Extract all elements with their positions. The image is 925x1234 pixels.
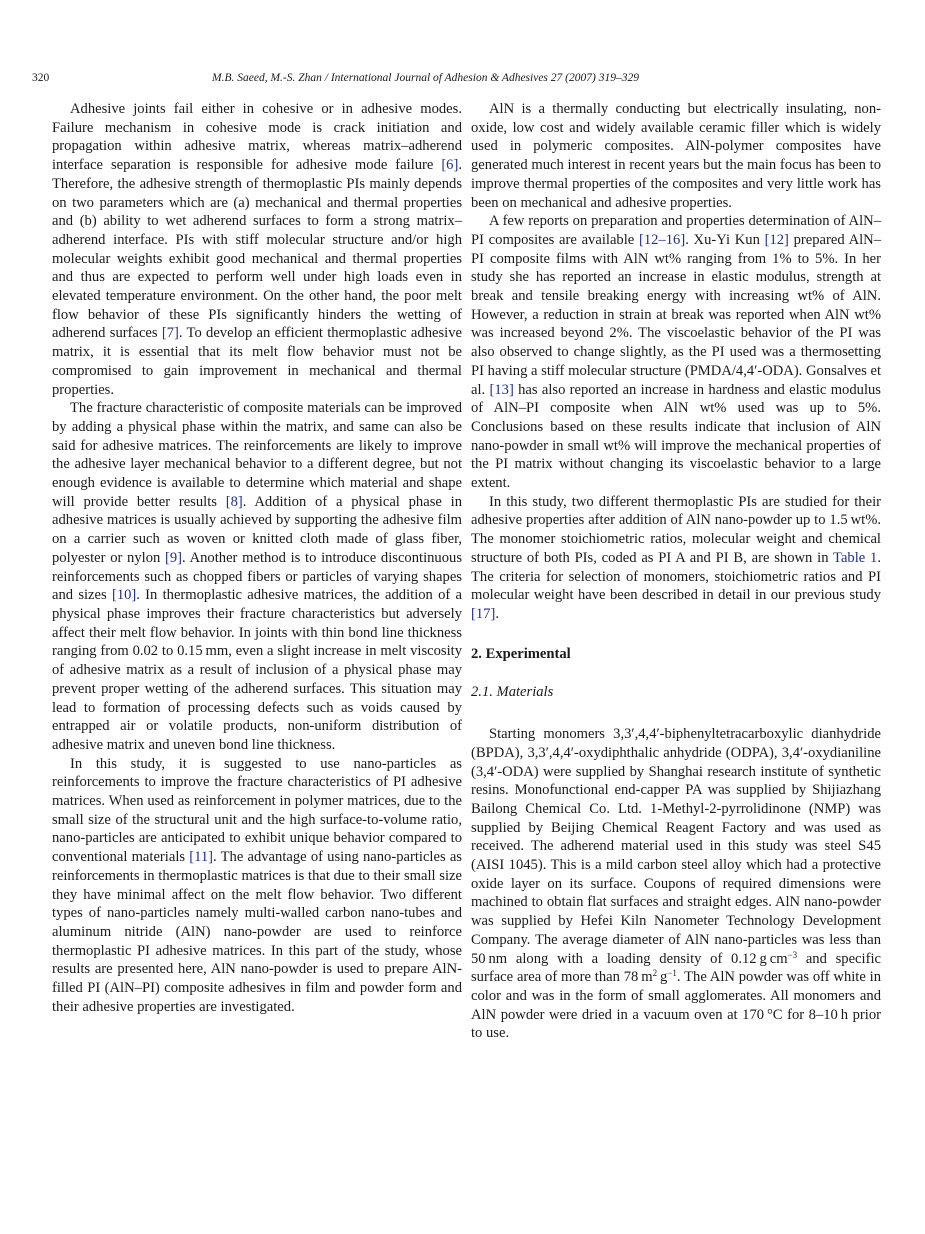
right-column — [471, 100, 881, 1043]
text-run: . The AlN powder was off white in color and was in the form of small agglomerates. All monomers and AlN powder were dried in a vacuum oven at 170 °C for 8–10 h prior to use. — [471, 969, 881, 1042]
page-number: 320 — [32, 72, 50, 84]
paragraph-nano-particles — [52, 755, 462, 1017]
text-run: has also reported an increase in hardness and elastic modulus of AlN–PI composite when AlN wt% used was up to 5%. Conclusions based on these results indicate that inclusion of AlN nano-powder in small wt% will improve the mechanical properties of the PI matrix without changing its viscoelastic behavior to a large extent. — [471, 381, 881, 492]
text-run: A few reports on preparation and properties determination of AlN–PI composites are available — [471, 213, 881, 248]
paragraph-materials — [471, 725, 881, 1043]
text-run: . The advantage of using nano-particles as reinforcements in thermoplastic matrices is that due to their small size they have minimal affect on the melt flow behavior. Two different types of nano-particles namely multi-walled carbon nano-tubes and aluminum nitride (AlN) nano-powder are used to reinforce thermoplastic PI adhesive matrices. In this part of the study, whose results are presented here, AlN nano-powder is used to prepare AlN-filled PI (AlN–PI) composite adhesives in film and powder form and their adhesive properties are investigated. — [52, 849, 462, 1015]
superscript: −1 — [667, 968, 677, 979]
paragraph-prior-reports — [471, 212, 881, 493]
paragraph-this-study — [471, 493, 881, 624]
text-run: Starting monomers 3,3′,4,4′-biphenyltetracarboxylic dianhydride (BPDA), 3,3′,4,4′-oxydiphthalic anhydride (ODPA), 3,4′-oxydianiline (3,4′-ODA) were supplied by Shanghai research institute of synthetic resins. Monofunctional end-capper PA was supplied by Shijiazhang Bailong Chemical Co. Ltd. 1-Methyl-2-pyrrolidinone (NMP) was supplied by Beijing Chemical Reagent Factory and was used as received. The adherend material used in this study was steel S45 (AISI 1045). This is a mild carbon steel alloy which had a protective oxide layer on its surface. Coupons of required dimensions were machined to obtain flat surfaces and straight edges. AlN nano-powder was supplied by Hefei Kiln Nanometer Technology Development Company. The average diameter of AlN nano-particles was less than 50 nm along with a loading density of 0.12 g cm — [471, 726, 881, 967]
text-run: . — [495, 605, 499, 622]
text-run: . The criteria for selection of monomers, stoichiometric ratios and PI molecular weight have been described in detail in our previous study — [471, 549, 882, 604]
text-run: g — [657, 969, 668, 986]
reference-link-17[interactable]: [17] — [471, 605, 496, 622]
text-run: . Therefore, the adhesive strength of thermoplastic PIs mainly depends on two parameters which are (a) mechanical and thermal properties and (b) ability to wet adherend surfaces to form a strong matrix–adherend interface. PIs with stiff molecular structure and/or high molecular weights exhibit good mechanical and thermal properties and thus are expected to perform well under high loads even in elevated temperature environment. On the other hand, the poor melt flow behavior of these PIs significantly hinders the wetting of adherend surfaces — [52, 157, 462, 342]
subsection-heading-materials: 2.1. Materials — [471, 684, 554, 701]
text-run: AlN is a thermally conducting but electrically insulating, non-oxide, low cost and widely available ceramic filler which is widely used in polymeric composites. AlN-polymer composites have generated much interest in recent years but the main focus has been to improve thermal properties of the composites and very little work has been on mechanical and adhesive properties. — [471, 101, 881, 211]
paragraph-failure-modes — [52, 100, 462, 399]
text-run: The fracture characteristic of composite materials can be improved by adding a physical phase within the matrix, and same can also be said for adhesive matrices. The reinforcements are likely to improve the adhesive layer mechanical behavior to a different degree, but not enough evidence is available to determine which material and shape will provide better results — [52, 400, 462, 510]
reference-link-10[interactable]: [10] — [111, 587, 137, 604]
reference-link-7[interactable]: [7] — [161, 325, 179, 342]
superscript: −3 — [787, 949, 798, 960]
text-run: . To develop an efficient thermoplastic adhesive matrix, it is essential that its melt flow behavior must not be compromised to gain improvement in mechanical and thermal properties. — [52, 325, 462, 398]
paragraph-aln-description — [471, 100, 881, 212]
reference-link-8[interactable]: [8] — [225, 493, 243, 510]
text-run: and specific surface area of more than 78 m — [471, 950, 881, 986]
text-run: . In thermoplastic adhesive matrices, the addition of a physical phase improves their fracture characteristics but adversely affect their melt flow behavior. In joints with thin bond line thickness ranging from 0.02 to 0.15 mm, even a slight increase in melt viscosity of adhesive matrix as a result of inclusion of a physical phase may prevent proper wetting of the adherend surfaces. This situation may lead to formation of processing defects such as voids caused by entrapped air or volatile products, non-uniform distribution of adhesive matrix and uneven bond line thickness. — [52, 587, 462, 753]
table-1-link[interactable]: Table 1 — [833, 549, 878, 566]
reference-link-13[interactable]: [13] — [489, 381, 514, 398]
reference-link-6[interactable]: [6] — [441, 157, 459, 174]
reference-link-12[interactable]: [12] — [764, 231, 789, 248]
reference-link-12-16[interactable]: [12–16] — [638, 231, 686, 248]
text-run: Adhesive joints fail either in cohesive or in adhesive modes. Failure mechanism in cohesive mode is crack initiation and propagation within adhesive matrix, whereas matrix–adherend interface separation is responsible for adhesive mode failure — [52, 101, 462, 174]
text-run: . Another method is to introduce discontinuous reinforcements such as chopped fibers or particles of varying shapes and sizes — [52, 549, 462, 604]
text-run: In this study, two different thermoplastic PIs are studied for their adhesive properties after addition of AlN nano-powder up to 1.5 wt%. The monomer stoichiometric ratios, molecular weight and chemical structure of both PIs, coded as PI A and PI B, are shown in — [471, 493, 881, 566]
text-run: . Addition of a physical phase in adhesive matrices is usually achieved by supporting the adhesive film on a carrier such as woven or knitted cloth made of glass fiber, polyester or nylon — [52, 493, 462, 566]
text-run: . Xu-Yi Kun — [685, 231, 765, 248]
running-head — [32, 72, 862, 92]
journal-citation-line: M.B. Saeed, M.-S. Zhan / International Journal of Adhesion & Adhesives 27 (2007) 319–329 — [212, 72, 639, 84]
reference-link-9[interactable]: [9] — [165, 549, 183, 566]
paragraph-fracture-characteristic — [52, 399, 462, 754]
text-run: In this study, it is suggested to use nano-particles as reinforcements to improve the fracture characteristics of PI adhesive matrices. When used as reinforcement in polymer matrices, due to the small size of the structural unit and the high surface-to-volume ratio, nano-particles are anticipated to exhibit unique behavior compared to conventional materials — [52, 755, 462, 866]
reference-link-11[interactable]: [11] — [189, 849, 214, 866]
superscript: 2 — [652, 968, 658, 979]
text-run: prepared AlN–PI composite films with AlN wt% ranging from 1% to 5%. In her study she has reported an increase in elastic modulus, strength at break and tensile breaking energy with increasing wt% of AlN. However, a reduction in strain at break was reported when AlN wt% was increased beyond 2%. The viscoelastic behavior of the PI was also observed to change slightly, as the PI used was a thermosetting PI having a stiff molecular structure (PMDA/4,4′-ODA). Gonsalves et al. — [471, 231, 882, 398]
left-column — [52, 100, 462, 1016]
section-heading-experimental: 2. Experimental — [471, 645, 571, 662]
